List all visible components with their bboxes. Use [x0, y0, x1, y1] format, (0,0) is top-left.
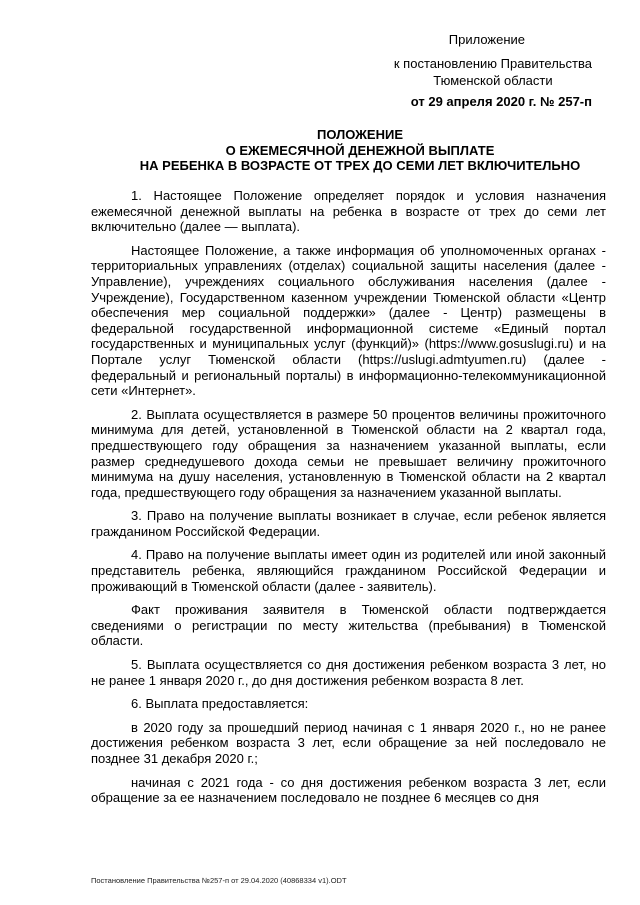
paragraph-1: 1. Настоящее Положение определяет порядок и условия назначения ежемесячной денежной выплаты на ребенка в возрасте от трех до семи лет включительно (далее — выплата).: [91, 188, 606, 235]
resolution-reference: к постановлению Правительства Тюменской области: [393, 56, 592, 88]
resolution-date-number: от 29 апреля 2020 г. № 257-п: [410, 94, 592, 109]
paragraph-6: Факт проживания заявителя в Тюменской области подтверждается сведениями о регистрации по месту жительства (пребывания) в Тюменской области.: [91, 602, 606, 649]
paragraph-9: в 2020 году за прошедший период начиная с 1 января 2020 г., но не ранее достижения ребенком возраста 3 лет, если обращение за ней последовало не позднее 31 декабря 2020 г.;: [91, 719, 606, 766]
paragraph-3: 2. Выплата осуществляется в размере 50 процентов величины прожиточного минимума для детей, установленной в Тюменской области на 2 квартал года, предшествующего году обращения за назначением указанной выплаты, если размер среднедушевого дохода семьи не превышает величину прожиточного минимума на душу населения, установленную в Тюменской области на 2 квартал года, предшествующего году обращения за назначением указанной выплаты.: [91, 406, 606, 500]
paragraph-2: Настоящее Положение, а также информация об уполномоченных органах - территориальных управлениях (отделах) социальной защиты населения (далее - Управление), учреждениях социального обслуживания населения (далее - Учреждение), Государственном казенном учреждении Тюменской области «Центр обеспечения мер социальной поддержки» (далее - Центр) размещены в федеральной государственной информационной системе «Единый портал государственных и муниципальных услуг (функций)» (https://www.gosuslugi.ru) и на Портале услуг Тюменской области (https://uslugi.admtyumen.ru) (далее - федеральный и региональный порталы) в информационно-телекоммуникационной сети «Интернет».: [91, 242, 606, 399]
paragraph-5: 4. Право на получение выплаты имеет один из родителей или иной законный представитель ребенка, являющийся гражданином Российской Федерации и проживающий в Тюменской области (далее - заявитель).: [91, 547, 606, 594]
paragraph-7: 5. Выплата осуществляется со дня достижения ребенком возраста 3 лет, но не ранее 1 января 2020 г., до дня достижения ребенком возраста 8 лет.: [91, 657, 606, 688]
paragraph-4: 3. Право на получение выплаты возникает в случае, если ребенок является гражданином Российской Федерации.: [91, 508, 606, 539]
document-footer: Постановление Правительства №257-п от 29.04.2020 (40868334 v1).ODT: [91, 876, 347, 885]
title-line-2: О ЕЖЕМЕСЯЧНОЙ ДЕНЕЖНОЙ ВЫПЛАТЕ: [225, 142, 495, 158]
title-line-3: НА РЕБЕНКА В ВОЗРАСТЕ ОТ ТРЕХ ДО СЕМИ ЛЕТ ВКЛЮЧИТЕЛЬНО: [139, 158, 581, 173]
paragraph-8: 6. Выплата предоставляется:: [131, 696, 309, 712]
document-title: [80, 127, 640, 174]
document-body: [91, 188, 606, 806]
annex-label: Приложение: [448, 32, 525, 47]
title-line-1: ПОЛОЖЕНИЕ: [316, 127, 404, 142]
paragraph-10: начиная с 2021 года - со дня достижения ребенком возраста 3 лет, если обращение за ее назначением последовало не позднее 6 месяцев со дня: [91, 774, 606, 806]
